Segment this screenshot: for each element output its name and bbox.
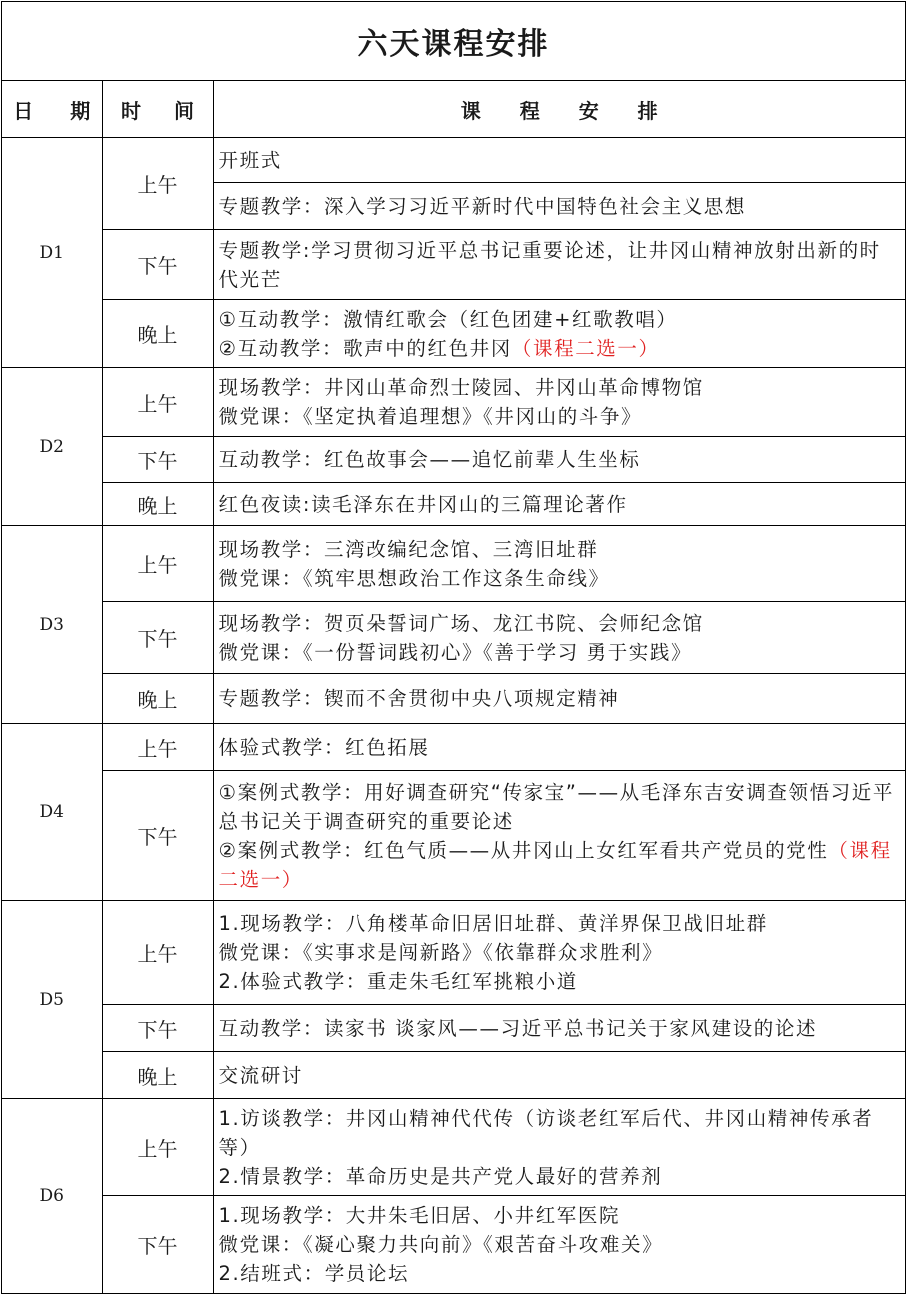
time-cell: 上午 bbox=[102, 901, 213, 1005]
table-row bbox=[2, 724, 905, 771]
schedule-line: 微党课：《实事求是闯新路》《依靠群众求胜利》 bbox=[218, 941, 664, 964]
schedule-line: ①互动教学：激情红歌会（红色团建+红歌教唱） bbox=[218, 307, 678, 331]
table-row bbox=[2, 300, 905, 368]
time-cell: 晚上 bbox=[102, 300, 213, 368]
time-cell: 上午 bbox=[102, 368, 213, 437]
schedule-line: 专题教学：锲而不舍贯彻中央八项规定精神 bbox=[218, 687, 620, 710]
schedule-cell bbox=[213, 483, 905, 526]
table-row bbox=[2, 368, 905, 437]
schedule-cell bbox=[213, 1099, 905, 1196]
schedule-line: 1.访谈教学：井冈山精神代代传（访谈老红军后代、井冈山精神传承者等） bbox=[218, 1106, 874, 1159]
schedule-line-text: ②案例式教学：红色气质——从井冈山上女红军看共产党员的党性 bbox=[218, 838, 829, 862]
header-row bbox=[2, 81, 905, 138]
schedule-line: 专题教学：深入学习习近平新时代中国特色社会主义思想 bbox=[218, 194, 747, 218]
schedule-line: 现场教学：贺页朵誓词广场、龙江书院、会师纪念馆 bbox=[218, 611, 704, 635]
table-row bbox=[2, 674, 905, 724]
table-row bbox=[2, 437, 905, 483]
schedule-line: 专题教学:学习贯彻习近平总书记重要论述，让井冈山精神放射出新的时代光芒 bbox=[218, 238, 881, 291]
schedule-line: 现场教学：三湾改编纪念馆、三湾旧址群 bbox=[218, 537, 599, 561]
schedule-line-with-note bbox=[219, 836, 902, 894]
schedule-line: 微党课：《一份誓词践初心》《善于学习 勇于实践》 bbox=[218, 640, 693, 664]
schedule-line: ①案例式教学：用好调查研究“传家宝”——从毛泽东吉安调查领悟习近平总书记关于调查研究的重要论述 bbox=[218, 780, 894, 833]
time-cell: 晚上 bbox=[102, 483, 213, 526]
schedule-line: 微党课：《筑牢思想政治工作这条生命线》 bbox=[218, 566, 610, 590]
table-row bbox=[2, 602, 905, 674]
schedule-cell bbox=[213, 1196, 905, 1294]
day-cell: D4 bbox=[2, 724, 102, 901]
day-cell: D5 bbox=[2, 901, 102, 1099]
schedule-cell bbox=[213, 724, 905, 771]
schedule-cell bbox=[213, 602, 905, 674]
schedule-cell bbox=[213, 1005, 905, 1052]
schedule-line-text: ②互动教学：歌声中的红色井冈 bbox=[218, 336, 512, 360]
header-day: 日 期 bbox=[2, 81, 102, 138]
day-cell: D6 bbox=[2, 1099, 102, 1294]
schedule-line: 交流研讨 bbox=[218, 1063, 303, 1087]
schedule-table bbox=[2, 81, 905, 1294]
table-row bbox=[2, 1005, 905, 1052]
schedule-cell bbox=[213, 674, 905, 724]
schedule-cell bbox=[213, 368, 905, 437]
schedule-line: 2.结班式：学员论坛 bbox=[218, 1262, 410, 1285]
time-cell: 晚上 bbox=[102, 674, 213, 724]
page-title: 六天课程安排 bbox=[2, 2, 905, 81]
schedule-line: 微党课：《坚定执着追理想》《井冈山的斗争》 bbox=[218, 405, 643, 428]
time-cell: 下午 bbox=[102, 230, 213, 300]
table-row bbox=[2, 1196, 905, 1294]
schedule-line: 微党课：《凝心聚力共向前》《艰苦奋斗攻难关》 bbox=[218, 1233, 664, 1256]
schedule-cell bbox=[213, 1052, 905, 1099]
time-cell: 上午 bbox=[102, 1099, 213, 1196]
schedule-cell bbox=[213, 901, 905, 1005]
time-cell: 下午 bbox=[102, 437, 213, 483]
schedule-line: 2.情景教学：革命历史是共产党人最好的营养剂 bbox=[218, 1164, 663, 1188]
table-row bbox=[2, 1099, 905, 1196]
time-cell: 下午 bbox=[102, 602, 213, 674]
schedule-line: 互动教学：红色故事会——追忆前辈人生坐标 bbox=[218, 448, 641, 471]
time-cell: 上午 bbox=[102, 526, 213, 602]
table-row bbox=[2, 526, 905, 602]
time-cell: 上午 bbox=[102, 138, 213, 230]
schedule-line-with-note bbox=[219, 334, 902, 363]
table-row bbox=[2, 138, 905, 183]
time-cell: 晚上 bbox=[102, 1052, 213, 1099]
schedule-line: 1.现场教学：大井朱毛旧居、小井红军医院 bbox=[218, 1204, 621, 1227]
day-cell: D3 bbox=[2, 526, 102, 724]
choice-note: （课程二选一） bbox=[218, 838, 892, 891]
schedule-line: 2.体验式教学：重走朱毛红军挑粮小道 bbox=[218, 970, 578, 993]
table-row bbox=[2, 483, 905, 526]
table-row bbox=[2, 901, 905, 1005]
header-time: 时 间 bbox=[102, 81, 213, 138]
schedule-cell bbox=[213, 526, 905, 602]
day-cell: D1 bbox=[2, 138, 102, 368]
schedule-cell bbox=[213, 230, 905, 300]
schedule-line: 1.现场教学：八角楼革命旧居旧址群、黄洋界保卫战旧址群 bbox=[218, 912, 768, 935]
time-cell: 下午 bbox=[102, 771, 213, 901]
schedule-cell bbox=[213, 437, 905, 483]
time-cell: 下午 bbox=[102, 1005, 213, 1052]
schedule-line: 红色夜读:读毛泽东在井冈山的三篇理论著作 bbox=[218, 492, 628, 516]
time-cell: 上午 bbox=[102, 724, 213, 771]
schedule-cell bbox=[213, 300, 905, 368]
choice-note: （课程二选一） bbox=[511, 336, 660, 360]
schedule-cell bbox=[213, 138, 905, 183]
time-cell: 下午 bbox=[102, 1196, 213, 1294]
schedule-cell bbox=[213, 183, 905, 230]
schedule-line: 互动教学：读家书 谈家风——习近平总书记关于家风建设的论述 bbox=[218, 1016, 818, 1040]
table-row bbox=[2, 230, 905, 300]
header-schedule: 课 程 安 排 bbox=[213, 81, 905, 138]
day-cell: D2 bbox=[2, 368, 102, 526]
schedule-cell bbox=[213, 771, 905, 901]
schedule-line: 体验式教学：红色拓展 bbox=[218, 735, 430, 759]
table-row bbox=[2, 771, 905, 901]
schedule-line: 现场教学：井冈山革命烈士陵园、井冈山革命博物馆 bbox=[218, 376, 704, 399]
schedule-sheet bbox=[1, 1, 906, 1294]
table-row bbox=[2, 1052, 905, 1099]
schedule-line: 开班式 bbox=[218, 148, 282, 172]
